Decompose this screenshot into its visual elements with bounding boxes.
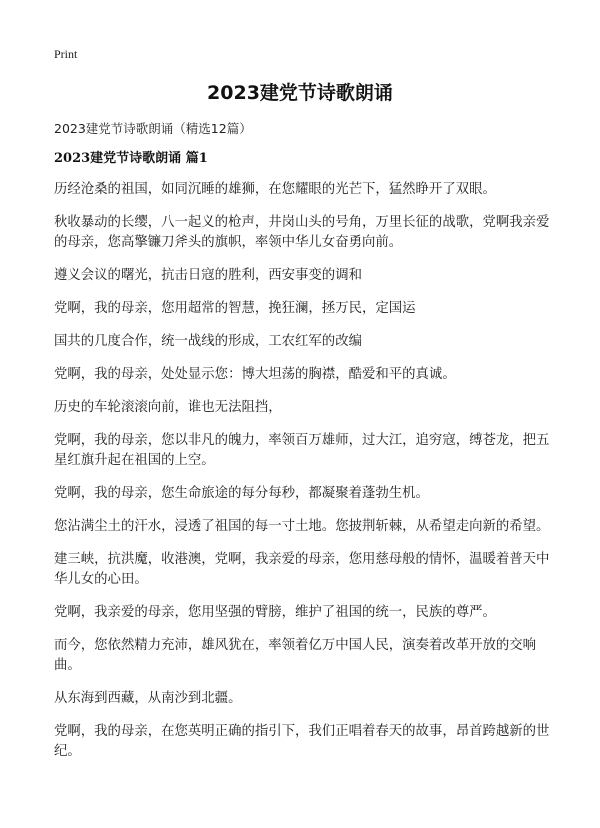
poem-paragraph: 您沾满尘土的汗水，浸透了祖国的每一寸土地。您披荆斩棘，从希望走向新的希望。 [54, 519, 550, 534]
poem-paragraph: 遵义会议的曙光，抗击日寇的胜利，西安事变的调和 [54, 268, 362, 283]
print-link[interactable]: Print [54, 47, 78, 61]
document-subtitle: 2023建党节诗歌朗诵（精选12篇） [54, 121, 252, 136]
poem-paragraph: 秋收暴动的长缨，八一起义的枪声，井岗山头的号角，万里长征的战歌，党啊我亲爱的母亲，您高擎镰刀斧头的旗帜，率领中华儿女奋勇向前。 [54, 215, 550, 250]
poem-paragraph: 党啊，我的母亲，在您英明正确的指引下，我们正唱着春天的故事，昂首跨越新的世纪。 [54, 724, 550, 759]
poem-paragraph: 党啊，我亲爱的母亲，您用坚强的臂膀，维护了祖国的统一，民族的尊严。 [54, 605, 496, 620]
poem-paragraph: 党啊，我的母亲，处处显示您：博大坦荡的胸襟，酷爱和平的真诚。 [54, 367, 456, 382]
poem-paragraph: 国共的几度合作，统一战线的形成，工农红军的改编 [54, 334, 362, 349]
poem-paragraph: 建三峡，抗洪魔，收港澳，党啊，我亲爱的母亲，您用慈母般的情怀，温暖着普天中华儿女的心田。 [54, 552, 550, 587]
poem-paragraph: 党啊，我的母亲，您生命旅途的每分每秒，都凝聚着蓬勃生机。 [54, 486, 429, 501]
poem-paragraph: 党啊，我的母亲，您以非凡的魄力，率领百万雄师，过大江，追穷寇，缚苍龙，把五星红旗升起在祖国的上空。 [54, 433, 550, 468]
poem-body [54, 180, 552, 775]
section-heading: 2023建党节诗歌朗诵 篇1 [54, 151, 208, 166]
poem-paragraph: 历经沧桑的祖国，如同沉睡的雄狮，在您耀眼的光芒下，猛然睁开了双眼。 [54, 182, 496, 197]
poem-paragraph: 而今，您依然精力充沛，雄风犹在，率领着亿万中国人民，演奏着改革开放的交响曲。 [54, 638, 537, 673]
poem-paragraph: 历史的车轮滚滚向前，谁也无法阻挡， [54, 400, 282, 415]
poem-paragraph: 党啊，我的母亲，您用超常的智慧，挽狂澜，拯万民，定国运 [54, 301, 416, 316]
document-title: 2023建党节诗歌朗诵 [207, 82, 393, 104]
poem-paragraph: 从东海到西藏，从南沙到北疆。 [54, 691, 242, 706]
